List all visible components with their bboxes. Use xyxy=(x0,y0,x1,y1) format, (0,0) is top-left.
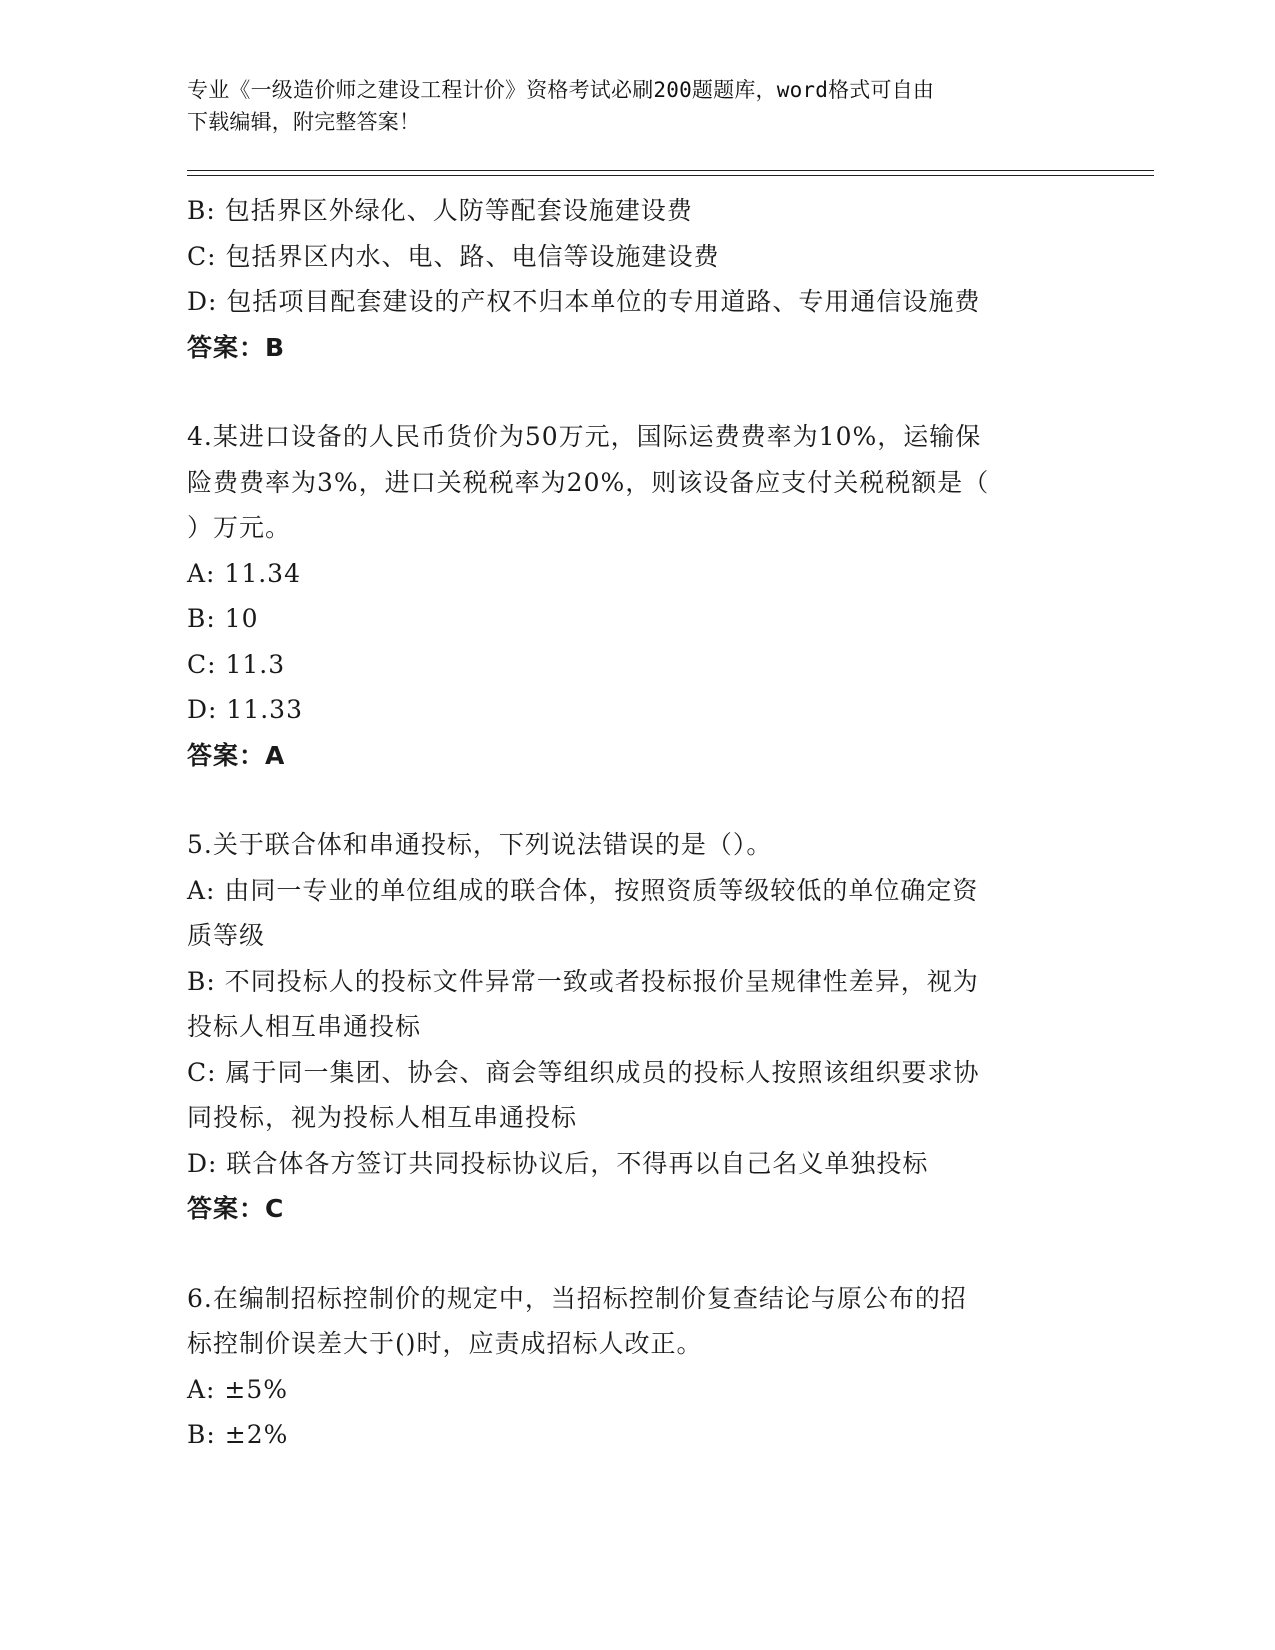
question-5 xyxy=(187,822,1077,1232)
q6-option-b: B: ±2% xyxy=(187,1420,289,1449)
q3-answer: 答案：B xyxy=(187,332,286,362)
header-rule-top xyxy=(187,170,1154,171)
header-line-2: 下载编辑，附完整答案！ xyxy=(187,110,421,134)
q4-stem-line-1: 4.某进口设备的人民币货价为50万元，国际运费费率为10%，运输保 xyxy=(187,422,982,451)
question-spacer xyxy=(187,370,1077,414)
q4-option-d: D: 11.33 xyxy=(187,695,303,724)
q5-option-c-line-1: C: 属于同一集团、协会、商会等组织成员的投标人按照该组织要求协 xyxy=(187,1057,980,1087)
q6-stem-line-1: 6.在编制招标控制价的规定中，当招标控制价复查结论与原公布的招 xyxy=(187,1283,967,1313)
q4-option-b: B: 10 xyxy=(187,604,259,633)
question-spacer xyxy=(187,1232,1077,1276)
question-spacer xyxy=(187,778,1077,822)
q3-option-c: C: 包括界区内水、电、路、电信等设施建设费 xyxy=(187,241,720,271)
question-content xyxy=(187,188,1077,1458)
question-6 xyxy=(187,1276,1077,1458)
header-rule-bottom xyxy=(187,175,1154,176)
q6-stem-line-2: 标控制价误差大于()时，应责成招标人改正。 xyxy=(187,1329,703,1358)
q3-option-b: B: 包括界区外绿化、人防等配套设施建设费 xyxy=(187,196,693,225)
q5-option-b-line-1: B: 不同投标人的投标文件异常一致或者投标报价呈规律性差异，视为 xyxy=(187,966,979,996)
q4-option-a: A: 11.34 xyxy=(187,558,301,588)
q4-stem-line-3: ）万元。 xyxy=(187,513,292,542)
q5-option-c-line-2: 同投标，视为投标人相互串通投标 xyxy=(187,1103,578,1132)
q5-option-b-line-2: 投标人相互串通投标 xyxy=(187,1012,422,1041)
q4-option-c: C: 11.3 xyxy=(187,649,286,679)
q4-stem-line-2: 险费费率为3%，进口关税税率为20%，则该设备应支付关税税额是（ xyxy=(187,467,990,497)
q5-option-a-line-2: 质等级 xyxy=(187,921,266,950)
q5-option-a-line-1: A: 由同一专业的单位组成的联合体，按照资质等级较低的单位确定资 xyxy=(187,875,979,905)
q3-option-d: D: 包括项目配套建设的产权不归本单位的专用道路、专用通信设施费 xyxy=(187,287,981,316)
q6-option-a: A: ±5% xyxy=(187,1374,289,1404)
q5-answer: 答案：C xyxy=(187,1194,285,1223)
question-3 xyxy=(187,188,1077,370)
page-header xyxy=(187,74,1087,138)
q5-stem: 5.关于联合体和串通投标，下列说法错误的是（）。 xyxy=(187,830,773,859)
header-line-1: 专业《一级造价师之建设工程计价》资格考试必刷200题题库，word格式可自由 xyxy=(187,78,935,102)
q4-answer: 答案：A xyxy=(187,740,286,770)
question-4 xyxy=(187,414,1077,778)
q5-option-d: D: 联合体各方签订共同投标协议后，不得再以自己名义单独投标 xyxy=(187,1148,929,1178)
